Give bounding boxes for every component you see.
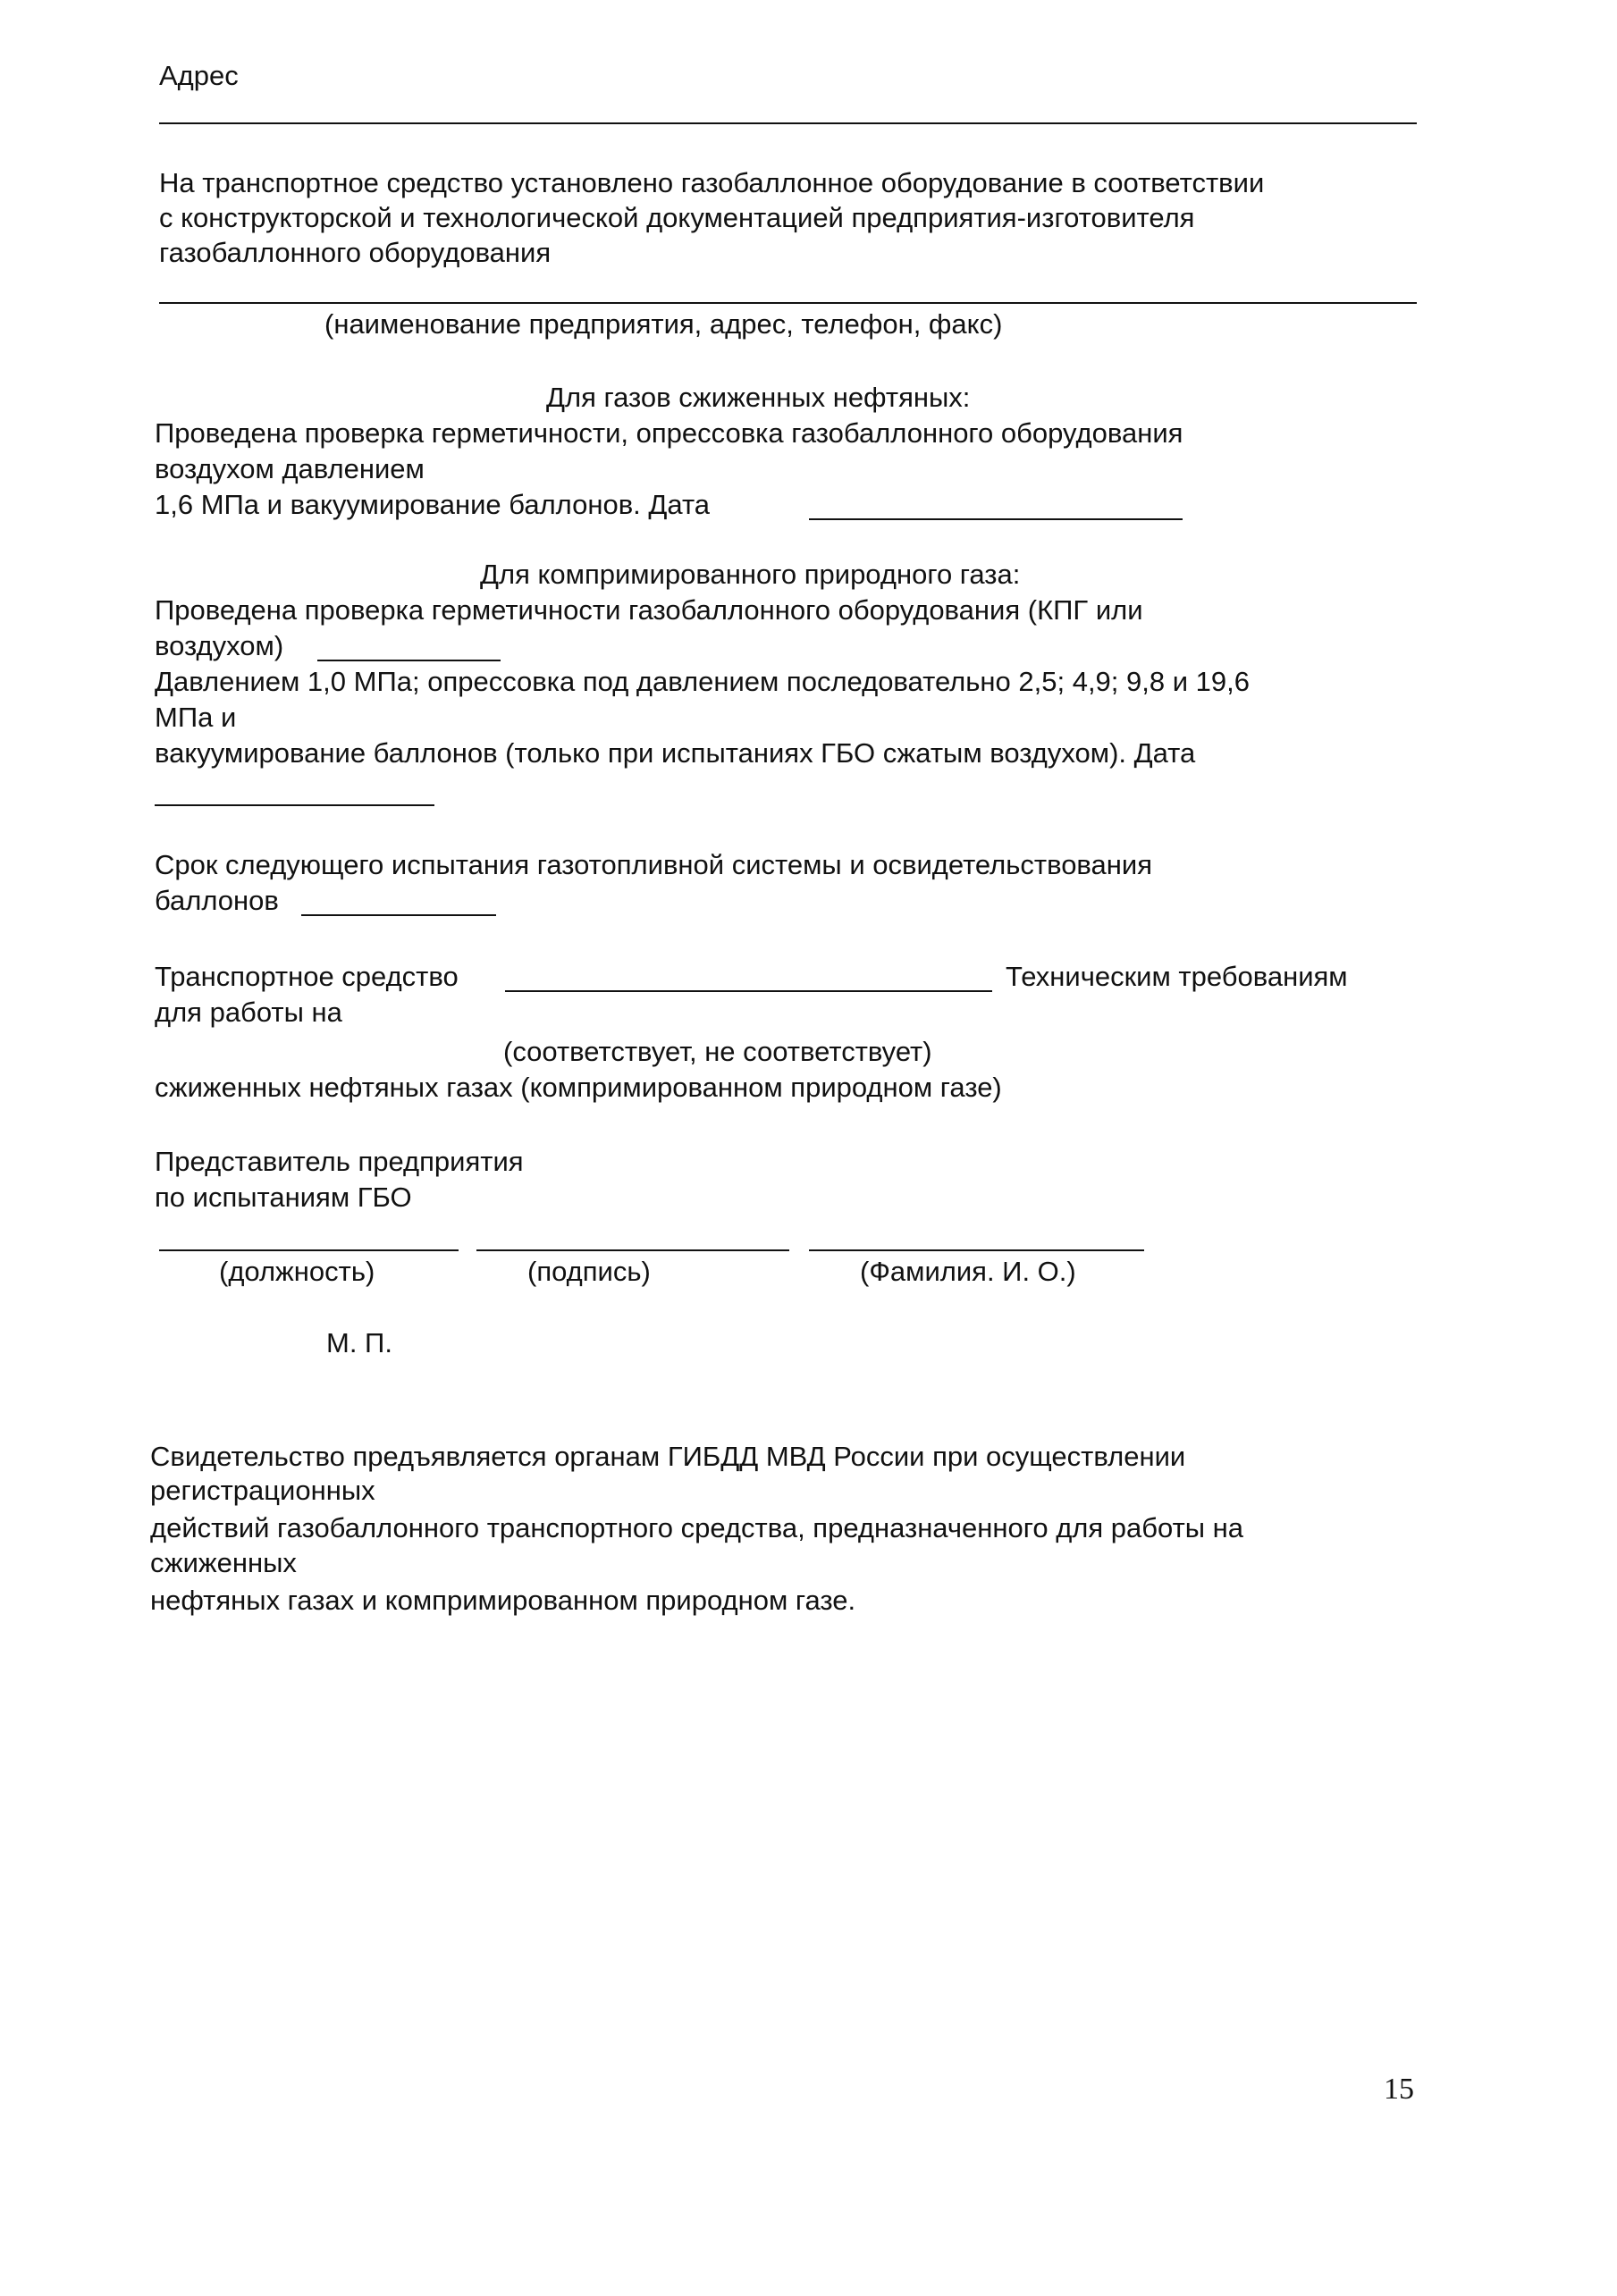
installed-text-line-2: с конструкторской и технологической документацией предприятия-изготовителя (159, 202, 1195, 233)
note-line-3: действий газобаллонного транспортного средства, предназначенного для работы на (150, 1512, 1244, 1543)
next-test-line (301, 914, 496, 916)
lpg-heading: Для газов сжиженных нефтяных: (546, 382, 971, 413)
signature-caption: (подпись) (527, 1256, 651, 1287)
vehicle-prefix: Транспортное средство (155, 961, 459, 992)
manufacturer-caption: (наименование предприятия, адрес, телефон, факс) (324, 308, 1003, 340)
note-line-2: регистрационных (150, 1475, 375, 1506)
lpg-text-line-3: 1,6 МПа и вакуумирование баллонов. Дата (155, 489, 711, 520)
vehicle-text-line-2: для работы на (155, 997, 342, 1028)
position-caption: (должность) (219, 1256, 375, 1287)
name-line (809, 1249, 1144, 1251)
vehicle-suffix: Техническим требованиям (1006, 961, 1348, 992)
vehicle-text-line-3: сжиженных нефтяных газах (компримированном природном газе) (155, 1072, 1002, 1103)
manufacturer-line (159, 302, 1417, 304)
note-line-4: сжиженных (150, 1547, 297, 1578)
lpg-date-line (809, 518, 1183, 520)
representative-line-1: Представитель предприятия (155, 1146, 524, 1177)
signature-line (476, 1249, 789, 1251)
vehicle-compliance-caption: (соответствует, не соответствует) (503, 1036, 932, 1067)
lpg-text-line-2: воздухом давлением (155, 453, 425, 484)
cng-text-line-5: вакуумирование баллонов (только при испытаниях ГБО сжатым воздухом). Дата (155, 737, 1196, 769)
seal-place: М. П. (326, 1327, 392, 1358)
note-line-5: нефтяных газах и компримированном природном газе. (150, 1585, 856, 1616)
cng-text-line-1: Проведена проверка герметичности газобаллонного оборудования (КПГ или (155, 594, 1143, 626)
cng-medium-line (317, 660, 501, 661)
cng-date-line (155, 804, 434, 806)
cng-text-line-4: МПа и (155, 702, 237, 733)
next-test-line-2: баллонов (155, 885, 279, 916)
installed-text-line-1: На транспортное средство установлено газобаллонное оборудование в соответствии (159, 167, 1265, 198)
representative-line-2: по испытаниям ГБО (155, 1182, 412, 1213)
page-number: 15 (1384, 2073, 1414, 2106)
lpg-text-line-1: Проведена проверка герметичности, опрессовка газобаллонного оборудования (155, 417, 1183, 449)
note-line-1: Свидетельство предъявляется органам ГИБДД МВД России при осуществлении (150, 1441, 1186, 1472)
name-caption: (Фамилия. И. О.) (860, 1256, 1076, 1287)
cng-text-line-2: воздухом) (155, 630, 284, 661)
vehicle-compliance-line (505, 990, 992, 992)
cng-text-line-3: Давлением 1,0 МПа; опрессовка под давлением последовательно 2,5; 4,9; 9,8 и 19,6 (155, 666, 1250, 697)
address-line (159, 122, 1417, 124)
position-line (159, 1249, 459, 1251)
address-label: Адрес (159, 60, 239, 91)
cng-heading: Для компримированного природного газа: (480, 559, 1021, 590)
next-test-line-1: Срок следующего испытания газотопливной системы и освидетельствования (155, 849, 1153, 880)
installed-text-line-3: газобаллонного оборудования (159, 237, 552, 268)
